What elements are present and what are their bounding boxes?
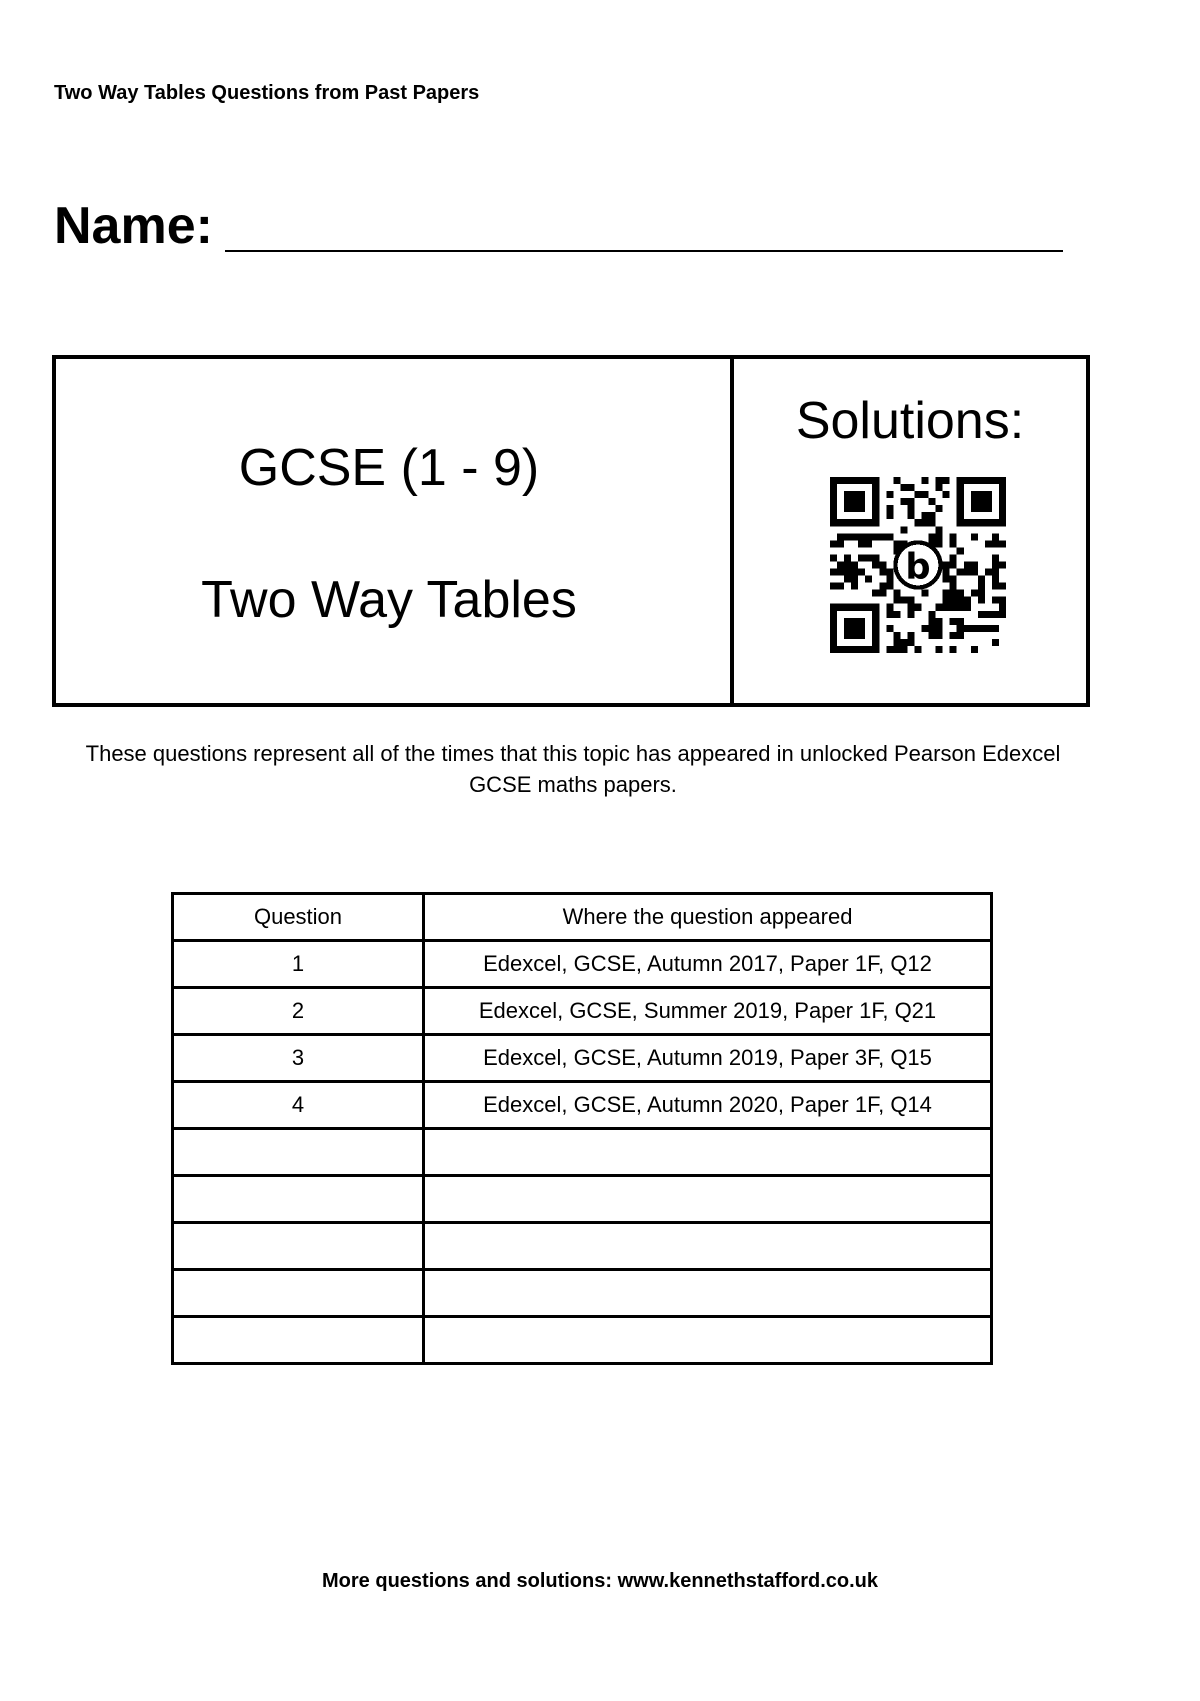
cover-title-panel	[56, 359, 734, 703]
name-blank-line	[225, 250, 1063, 252]
question-number	[173, 1270, 424, 1317]
solutions-panel	[734, 359, 1086, 703]
question-number: 3	[173, 1035, 424, 1082]
column-header-source: Where the question appeared	[424, 894, 992, 941]
question-source: Edexcel, GCSE, Autumn 2017, Paper 1F, Q12	[424, 941, 992, 988]
question-number	[173, 1129, 424, 1176]
question-source	[424, 1270, 992, 1317]
question-number	[173, 1317, 424, 1364]
question-source	[424, 1317, 992, 1364]
question-number	[173, 1223, 424, 1270]
question-source: Edexcel, GCSE, Summer 2019, Paper 1F, Q21	[424, 988, 992, 1035]
course-level: GCSE (1 - 9)	[238, 439, 540, 497]
question-source	[424, 1223, 992, 1270]
question-source-table	[171, 892, 993, 1365]
table-row	[173, 1129, 992, 1176]
name-label: Name:	[54, 197, 213, 255]
question-source	[424, 1129, 992, 1176]
question-number: 2	[173, 988, 424, 1035]
question-source	[424, 1176, 992, 1223]
table-row	[173, 1270, 992, 1317]
qr-code-icon[interactable]	[830, 477, 1006, 653]
table-row	[173, 941, 992, 988]
cover-box	[52, 355, 1090, 707]
table-row	[173, 1082, 992, 1129]
question-source: Edexcel, GCSE, Autumn 2019, Paper 3F, Q15	[424, 1035, 992, 1082]
table-row	[173, 1035, 992, 1082]
page-header-title: Two Way Tables Questions from Past Papers	[54, 82, 480, 104]
table-row	[173, 1317, 992, 1364]
table-row	[173, 1223, 992, 1270]
table-row	[173, 1176, 992, 1223]
question-number	[173, 1176, 424, 1223]
column-header-question: Question	[173, 894, 424, 941]
table-header-row	[173, 894, 992, 941]
solutions-label: Solutions:	[795, 392, 1025, 450]
footer-link-text: More questions and solutions: www.kennethstafford.co.uk	[322, 1570, 878, 1592]
question-source: Edexcel, GCSE, Autumn 2020, Paper 1F, Q14	[424, 1082, 992, 1129]
topic-title: Two Way Tables	[201, 571, 577, 629]
svg-text:b: b	[905, 546, 931, 588]
intro-text: These questions represent all of the times that this topic has appeared in unlocked Pearson Edexcel GCSE maths papers.	[85, 741, 1061, 797]
table-row	[173, 988, 992, 1035]
question-number: 1	[173, 941, 424, 988]
question-number: 4	[173, 1082, 424, 1129]
